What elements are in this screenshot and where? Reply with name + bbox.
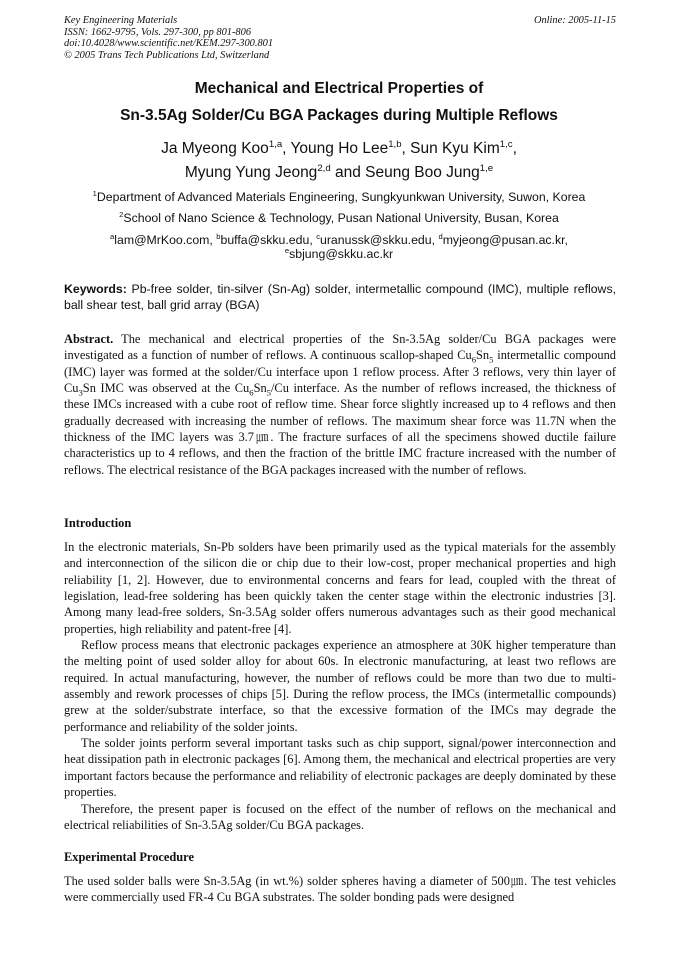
email-sup: a: [110, 231, 115, 241]
experimental-body: [64, 873, 616, 906]
journal-name: Key Engineering Materials: [64, 15, 178, 26]
author-separator: ,: [282, 140, 287, 157]
email-sup: d: [438, 231, 443, 241]
emails-line1: $^a$lam@MrKoo.com, $^b$buffa@skku.edu, $^c$uranussk@skku.edu, $^d$myjeong@pusan.ac.kr,: [110, 231, 568, 247]
author-name: Sun Kyu Kim: [410, 140, 500, 157]
section-heading-introduction: Introduction: [64, 516, 132, 530]
subscript: 3: [78, 387, 83, 398]
paper-title-line2: Sn-3.5Ag Solder/Cu BGA Packages during Multiple Reflows: [120, 107, 558, 124]
author-sup: 2,d: [317, 162, 331, 174]
subscript: 5: [489, 354, 494, 365]
subscript: 5: [266, 387, 271, 398]
abstract-text: Sn: [476, 348, 490, 363]
abstract-text: Sn IMC was observed at the Cu: [82, 381, 250, 396]
author-separator: ,: [512, 140, 517, 157]
email-d: myjeong@pusan.ac.kr: [442, 233, 565, 247]
author-name: Young Ho Lee: [290, 140, 389, 157]
abstract-text: /Cu interface. As the number of reflows increased, the thickness of these IMCs increased with a cube root of reflow time. Shear force slightly increased up to 4 reflows and then gradually decreased with increasing the number of reflows. The maximum shear force was 11.7N when the thickness of the IMC layers was 3.7㎛. The fracture surfaces of all the specimens showed ductile failure characteristics up to 4 reflows, and then the fraction of the brittle IMC fracture increased with the number of reflows. The electrical resistance of the BGA packages increased with the number of reflows.: [64, 381, 616, 477]
abstract: [64, 331, 616, 478]
abstract-text: intermetallic compound (IMC) layer was formed at the solder/Cu interface upon 1 reflow process. After 3 reflows, very thin layer of Cu: [64, 348, 616, 396]
author-sup: 1,a: [268, 138, 283, 150]
emails-line2: [40, 247, 638, 261]
email-e: sbjung@skku.ac.kr: [289, 247, 394, 261]
section-heading-experimental: Experimental Procedure: [64, 850, 194, 864]
affiliation-text: Department of Advanced Materials Engineering, Sungkyunkwan University, Suwon, Korea: [96, 190, 586, 204]
affiliation-sup: 2: [119, 209, 124, 219]
author-name: Myung Yung Jeong: [184, 164, 318, 181]
subscript: 6: [249, 387, 254, 398]
paragraph: Reflow process means that electronic packages experience an atmosphere at 30K higher temperature than the melting point of used solder alloy for about 60s. In electronic manufacturing, at least two reflows are required. In actual manufacturing, however, the number of reflows could be more than two due to multi-assembly and rework processes of chips [5]. During the reflow process, the IMCs (intermetallic compounds) grew at the solder/substrate interface, so that the excessive formation of the IMCs may degrade the performance and reliability of the solder joints.: [64, 638, 616, 734]
abstract-text: Sn: [253, 381, 267, 396]
author-name: Seung Boo Jung: [365, 164, 480, 181]
author-sup: 1,b: [388, 138, 402, 150]
paragraph: In the electronic materials, Sn-Pb solders have been primarily used as the typical materials for the assembly and interconnection of the silicon die or chip due to their low-cost, proper mechanical properties and high reliability [1, 2]. However, due to environmental concerns and fears for lead, coupled with the threat of legislation, lead-free soldering has been quickly taken the center stage within the electronic industries [3]. Among many lead-free solders, Sn-3.5Ag solder offers numerous advantages such as their good mechanical properties, high reliability and patent-free [4].: [64, 540, 616, 636]
author-name: Ja Myeong Koo: [161, 140, 269, 157]
author-separator: ,: [401, 140, 406, 157]
subscript: 6: [471, 354, 477, 365]
online-date: Online: 2005-11-15: [533, 15, 616, 26]
introduction-body: [64, 539, 616, 833]
keywords: [64, 281, 616, 313]
authors-line2: [40, 164, 638, 182]
keywords-label: Keywords:: [64, 282, 127, 296]
abstract-label: Abstract.: [64, 332, 114, 346]
email-sup: e: [284, 245, 290, 255]
author-separator: and: [334, 164, 361, 181]
email-a: lam@MrKoo.com: [114, 233, 210, 247]
author-sup: 1,e: [479, 162, 494, 174]
author-sup: 1,c: [499, 138, 513, 150]
keywords-text: Pb-free solder, tin-silver (Sn-Ag) solder, intermetallic compound (IMC), multiple reflows, ball shear test, ball grid array (BGA): [64, 282, 617, 312]
email-sup: b: [216, 231, 221, 241]
paragraph: The solder joints perform several important tasks such as chip support, signal/power interconnection and heat dissipation path in electronic packages [6]. Among them, the mechanical and electrical properties are very important factors because the performance and reliability of electronic packages are deeply dominated by these properties.: [64, 736, 616, 800]
paragraph: The used solder balls were Sn-3.5Ag (in wt.%) solder spheres having a diameter of 500㎛. The test vehicles were commercially used FR-4 Cu BGA substrates. The solder bonding pads were designed: [64, 874, 616, 905]
affiliation-1: [40, 190, 638, 204]
email-sup: c: [316, 231, 320, 241]
doi-line: doi:10.4028/www.scientific.net/KEM.297-300.801: [64, 38, 274, 49]
authors-line1: [40, 140, 638, 158]
publication-header: [64, 15, 616, 61]
email-b: buffa@skku.edu: [220, 233, 310, 247]
email-c: uranussk@skku.edu: [320, 233, 432, 247]
abstract-text: The mechanical and electrical properties of the Sn-3.5Ag solder/Cu BGA packages were investigated as a function of number of reflows. A continuous scallop-shaped Cu: [64, 332, 616, 363]
affiliation-sup: 1: [92, 188, 97, 198]
issn-line: ISSN: 1662-9795, Vols. 297-300, pp 801-806: [64, 26, 252, 38]
copyright-line: © 2005 Trans Tech Publications Ltd, Switzerland: [64, 49, 270, 61]
affiliation-2: [40, 211, 638, 225]
affiliation-text: School of Nano Science & Technology, Pusan National University, Busan, Korea: [123, 211, 559, 225]
paper-title-line1: Mechanical and Electrical Properties of: [194, 80, 484, 97]
paragraph: Therefore, the present paper is focused on the effect of the number of reflows on the mechanical and electrical reliabilities of Sn-3.5Ag solder/Cu BGA packages.: [64, 801, 616, 832]
